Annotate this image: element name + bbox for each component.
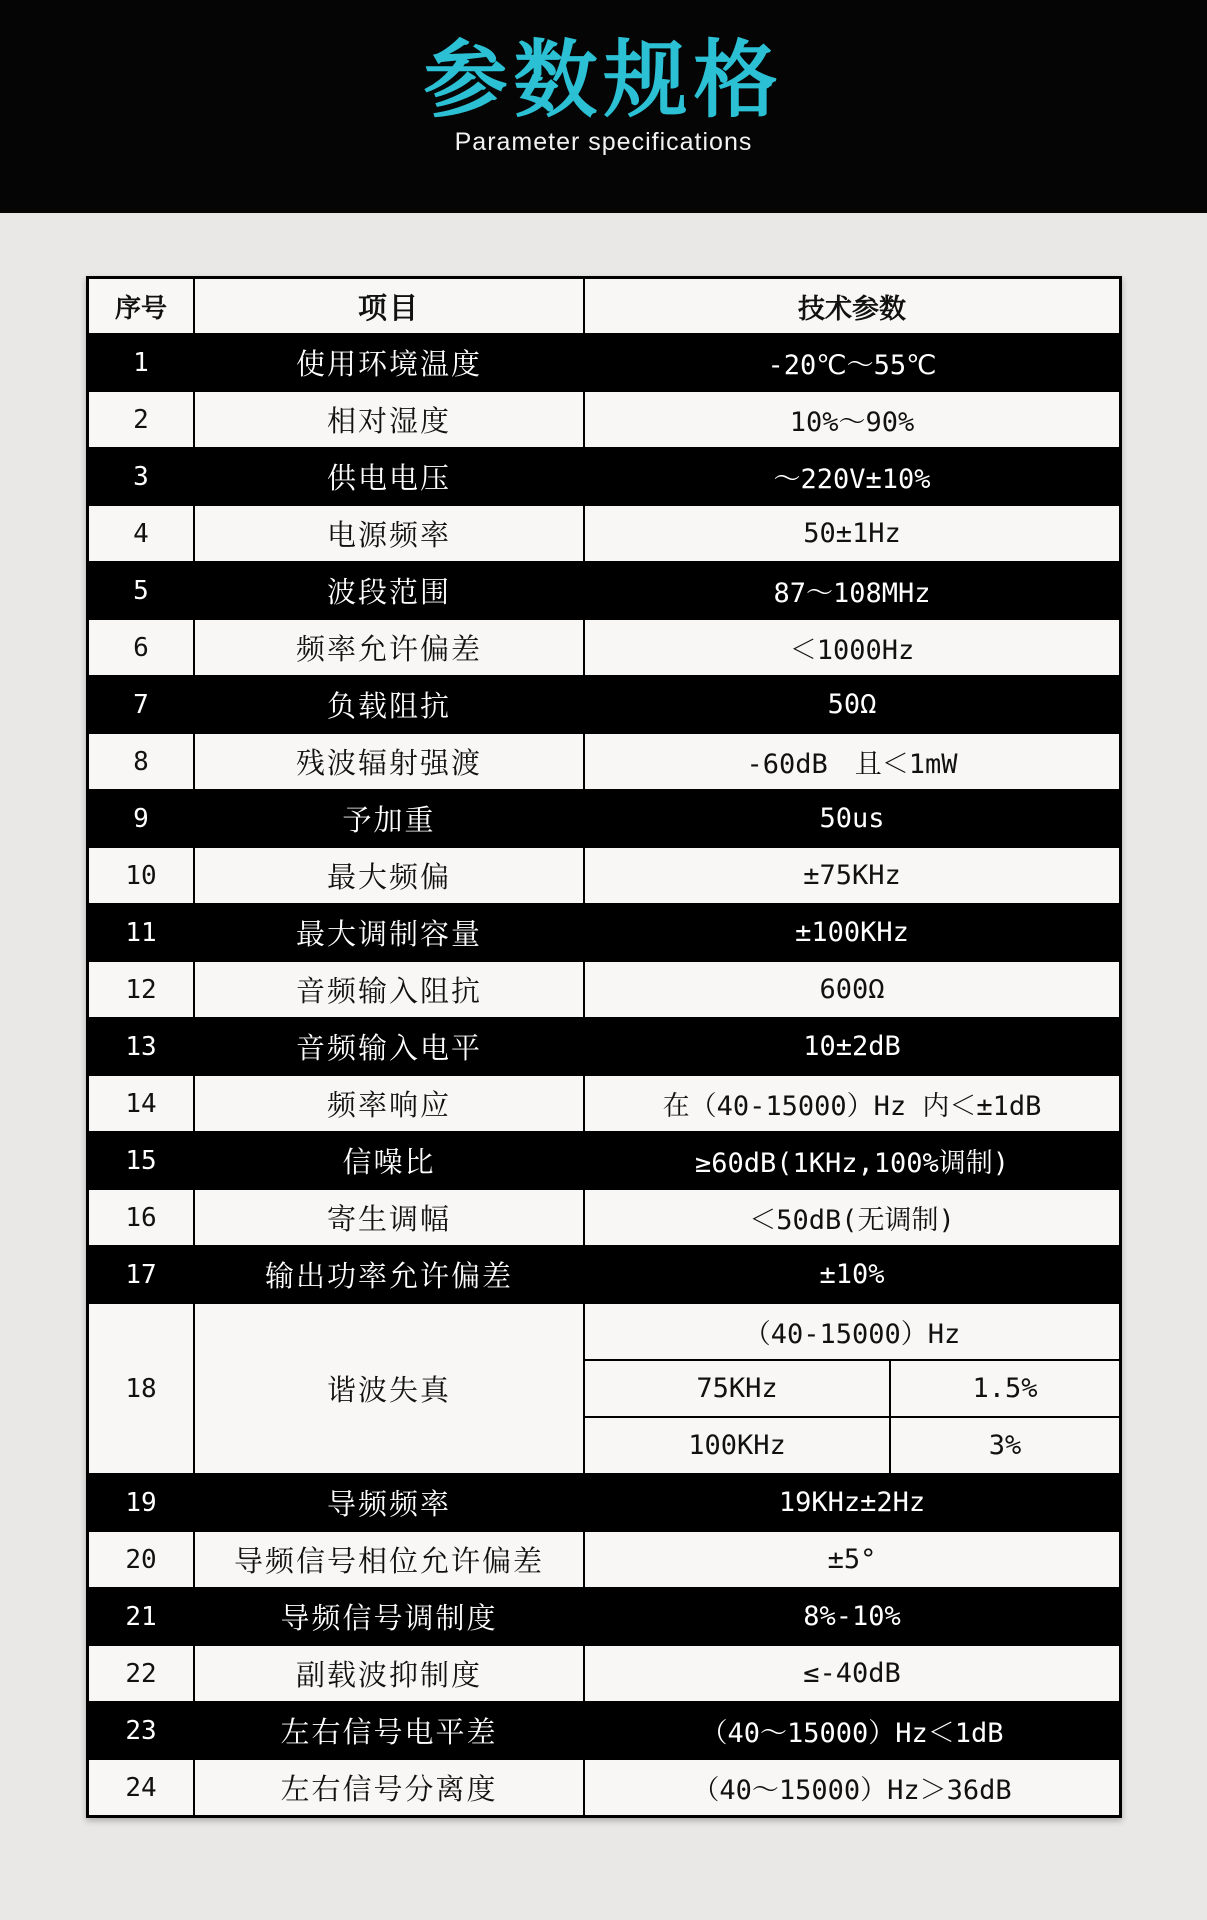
harmonic-distortion-subtable (585, 1304, 1119, 1473)
row-value-cell: ±100KHz (795, 917, 909, 948)
row-item-cell: 相对湿度 (195, 392, 585, 447)
table-row (89, 618, 1119, 675)
row-item-cell: 谐波失真 (195, 1304, 585, 1473)
table-row (89, 1245, 1119, 1302)
table-header-row (89, 279, 1119, 333)
table-row (89, 675, 1119, 732)
table-row (89, 903, 1119, 960)
row-no-cell: 7 (89, 677, 195, 732)
table-row (89, 1017, 1119, 1074)
column-header-no: 序号 (89, 279, 195, 333)
row-value-cell: ＜1000Hz (789, 635, 915, 666)
table-row (89, 1701, 1119, 1758)
page-header (0, 0, 1207, 213)
table-row (89, 1473, 1119, 1530)
row-item-cell: 左右信号分离度 (195, 1760, 585, 1815)
row-no-cell: 9 (89, 791, 195, 846)
row-no-cell: 8 (89, 734, 195, 789)
row-item-cell: 波段范围 (195, 563, 585, 618)
row-no-cell: 4 (89, 506, 195, 561)
table-row (89, 1074, 1119, 1131)
row-no-cell: 2 (89, 392, 195, 447)
table-row (89, 1758, 1119, 1815)
row-value-cell: 10%～90% (789, 407, 915, 438)
page-title: 参数规格 (423, 33, 784, 127)
row-no-cell: 1 (89, 335, 195, 390)
row-value-cell: ≤-40dB (803, 1658, 901, 1689)
row-no-cell: 13 (89, 1019, 195, 1074)
table-body (89, 333, 1119, 1815)
subtable-header-cell: （40-15000）Hz (743, 1319, 961, 1350)
row-no-cell: 18 (89, 1304, 195, 1473)
row-no-cell: 23 (89, 1703, 195, 1758)
table-row (89, 390, 1119, 447)
row-item-cell: 最大调制容量 (195, 905, 585, 960)
row-item-cell: 残波辐射强渡 (195, 734, 585, 789)
spec-table (86, 276, 1122, 1818)
column-header-item: 项目 (195, 279, 585, 333)
row-item-cell: 音频输入阻抗 (195, 962, 585, 1017)
subtable-row (585, 1418, 1119, 1473)
row-value-cell: 50us (819, 803, 885, 834)
table-row (89, 1644, 1119, 1701)
table-row (89, 732, 1119, 789)
row-item-cell: 频率响应 (195, 1076, 585, 1131)
row-no-cell: 5 (89, 563, 195, 618)
row-no-cell: 10 (89, 848, 195, 903)
table-row (89, 1302, 1119, 1473)
table-row (89, 1188, 1119, 1245)
row-value-cell: 在（40-15000）Hz 内＜±1dB (662, 1091, 1042, 1122)
row-no-cell: 19 (89, 1475, 195, 1530)
row-item-cell: 导频信号调制度 (195, 1589, 585, 1644)
row-item-cell: 频率允许偏差 (195, 620, 585, 675)
row-item-cell: 副载波抑制度 (195, 1646, 585, 1701)
row-item-cell: 输出功率允许偏差 (195, 1247, 585, 1302)
table-row (89, 846, 1119, 903)
table-row (89, 504, 1119, 561)
row-item-cell: 左右信号电平差 (195, 1703, 585, 1758)
row-value-cell: 50±1Hz (803, 518, 901, 549)
row-no-cell: 14 (89, 1076, 195, 1131)
table-row (89, 1587, 1119, 1644)
table-row (89, 789, 1119, 846)
row-item-cell: 信噪比 (195, 1133, 585, 1188)
subtable-value-cell: 1.5% (972, 1373, 1038, 1404)
row-no-cell: 21 (89, 1589, 195, 1644)
table-row (89, 447, 1119, 504)
row-item-cell: 予加重 (195, 791, 585, 846)
row-no-cell: 16 (89, 1190, 195, 1245)
subtable-key-cell: 75KHz (585, 1361, 891, 1416)
page-subtitle: Parameter specifications (454, 128, 753, 157)
row-value-cell: 10±2dB (803, 1031, 901, 1062)
column-header-value: 技术参数 (798, 293, 906, 325)
row-item-cell: 导频频率 (195, 1475, 585, 1530)
table-row (89, 960, 1119, 1017)
row-value-cell: ＜50dB(无调制) (749, 1205, 955, 1236)
row-no-cell: 24 (89, 1760, 195, 1815)
table-row (89, 1530, 1119, 1587)
row-item-cell: 寄生调幅 (195, 1190, 585, 1245)
subtable-value-cell: 3% (988, 1430, 1022, 1461)
row-item-cell: 负载阻抗 (195, 677, 585, 732)
row-value-cell: 87～108MHz (773, 578, 931, 609)
row-no-cell: 3 (89, 449, 195, 504)
row-item-cell: 导频信号相位允许偏差 (195, 1532, 585, 1587)
row-no-cell: 17 (89, 1247, 195, 1302)
row-no-cell: 15 (89, 1133, 195, 1188)
row-no-cell: 22 (89, 1646, 195, 1701)
table-row (89, 1131, 1119, 1188)
row-value-cell: （40～15000）Hz＜1dB (700, 1718, 1004, 1749)
row-item-cell: 最大频偏 (195, 848, 585, 903)
row-value-cell: ±75KHz (803, 860, 901, 891)
row-value-cell: 19KHz±2Hz (778, 1487, 926, 1518)
row-value-cell: 600Ω (819, 974, 885, 1005)
row-no-cell: 20 (89, 1532, 195, 1587)
table-row (89, 561, 1119, 618)
row-item-cell: 音频输入电平 (195, 1019, 585, 1074)
row-value-cell: 8%-10% (803, 1601, 901, 1632)
row-value-cell: -60dB 且＜1mW (746, 749, 958, 780)
row-item-cell: 供电电压 (195, 449, 585, 504)
table-row (89, 333, 1119, 390)
row-value-cell: ～220V±10% (773, 464, 931, 495)
subtable-header-row (585, 1304, 1119, 1361)
row-no-cell: 6 (89, 620, 195, 675)
row-item-cell: 电源频率 (195, 506, 585, 561)
row-value-cell: -20℃～55℃ (767, 350, 937, 381)
row-item-cell: 使用环境温度 (195, 335, 585, 390)
row-no-cell: 12 (89, 962, 195, 1017)
row-value-cell: ±10% (819, 1259, 885, 1290)
row-value-cell: （40～15000）Hz＞36dB (692, 1775, 1012, 1806)
row-value-cell: ≥60dB(1KHz,100%调制) (694, 1148, 1010, 1179)
subtable-row (585, 1361, 1119, 1418)
row-value-cell: 50Ω (827, 689, 877, 720)
row-value-cell: ±5° (827, 1544, 877, 1575)
row-no-cell: 11 (89, 905, 195, 960)
subtable-key-cell: 100KHz (585, 1418, 891, 1473)
